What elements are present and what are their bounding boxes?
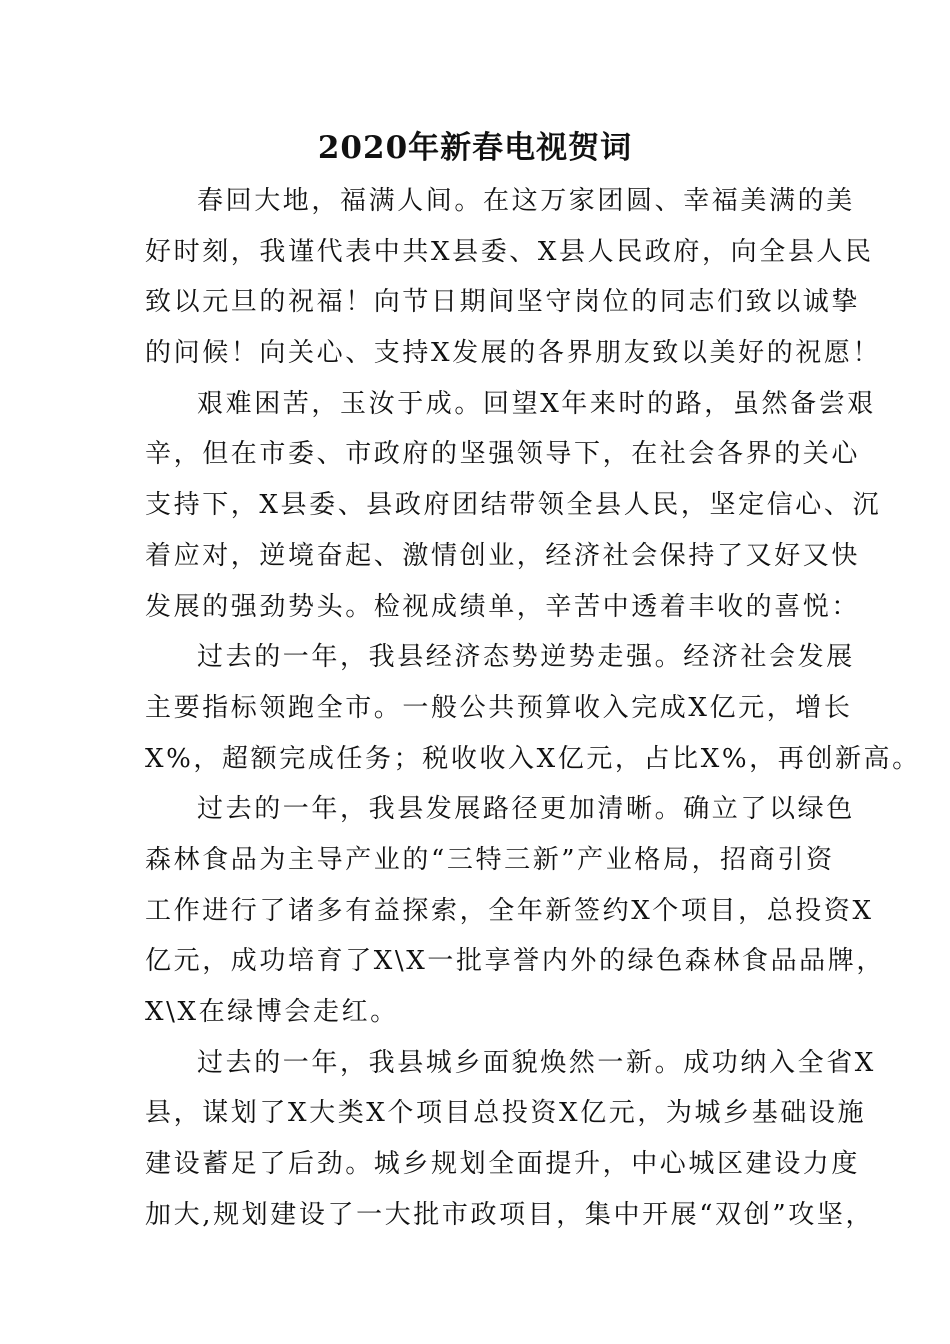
paragraph-line: 好时刻，我谨代表中共X县委、X县人民政府，向全县人民 — [145, 236, 874, 267]
paragraph-line: 工作进行了诸多有益探索，全年新签约X个项目，总投资X — [145, 895, 874, 926]
paragraph-line: X\X在绿博会走红。 — [145, 997, 399, 1027]
paragraph-line: 辛，但在市委、市政府的坚强领导下，在社会各界的关心 — [145, 439, 861, 470]
paragraph-first-line: 春回大地，福满人间。在这万家团圆、幸福美满的美 — [197, 186, 855, 216]
paragraph-line: 发展的强劲势头。检视成绩单，辛苦中透着丰收的喜悦： — [145, 591, 861, 622]
paragraph-first-line: 过去的一年，我县发展路径更加清晰。确立了以绿色 — [197, 794, 855, 825]
paragraph-line: 建设蓄足了后劲。城乡规划全面提升，中心城区建设力度 — [145, 1149, 861, 1180]
paragraph-line: 的问候！向关心、支持X发展的各界朋友致以美好的祝愿！ — [145, 338, 882, 369]
paragraph-line: X%，超额完成任务；税收收入X亿元，占比X%，再创新高。 — [145, 743, 921, 774]
document-body — [145, 180, 921, 1244]
paragraph-line: 致以元旦的祝福！向节日期间坚守岗位的同志们致以诚挚 — [145, 287, 861, 318]
paragraph-line: 县，谋划了X大类X个项目总投资X亿元，为城乡基础设施 — [145, 1098, 867, 1129]
paragraph-line: 支持下，X县委、县政府团结带领全县人民，坚定信心、沉 — [145, 490, 882, 521]
paragraph-first-line: 艰难困苦，玉汝于成。回望X年来时的路，虽然备尝艰 — [197, 388, 876, 419]
paragraph-line: 主要指标领跑全市。一般公共预算收入完成X亿元，增长 — [145, 692, 853, 723]
paragraph-line: 着应对，逆境奋起、激情创业，经济社会保持了又好又快 — [145, 540, 861, 571]
paragraph-line: 亿元，成功培育了X\X一批享誉内外的绿色森林食品品牌， — [145, 946, 885, 977]
paragraph-line: 加大,规划建设了一大批市政项目，集中开展“双创”攻坚， — [145, 1199, 875, 1230]
paragraph-line: 森林食品为主导产业的“三特三新”产业格局，招商引资 — [145, 844, 835, 875]
document-title: 2020年新春电视贺词 — [317, 130, 633, 166]
paragraph-first-line: 过去的一年，我县经济态势逆势走强。经济社会发展 — [197, 642, 855, 673]
paragraph-first-line: 过去的一年，我县城乡面貌焕然一新。成功纳入全省X — [197, 1047, 876, 1078]
